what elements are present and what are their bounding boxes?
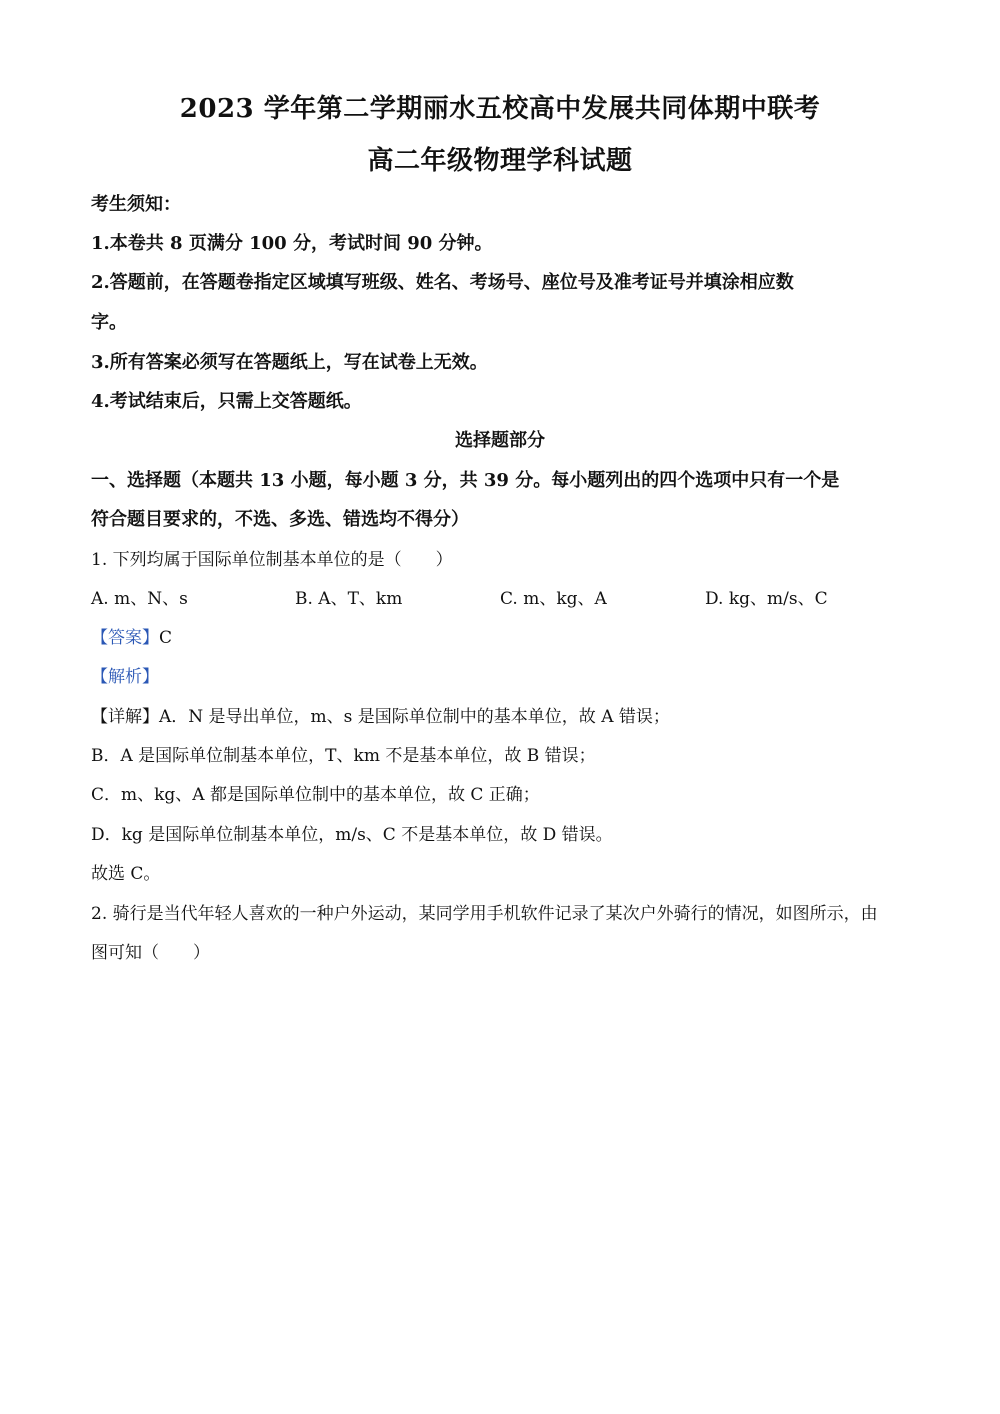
notice-item: 4.考试结束后，只需上交答题纸。 (91, 391, 362, 412)
analysis-tag: 【解析】 (91, 667, 159, 687)
conclusion-line: 故选 C。 (91, 864, 161, 884)
notice-item: 3.所有答案必须写在答题纸上，写在试卷上无效。 (91, 352, 488, 373)
question-1-option-b: B. A、T、km (295, 589, 403, 609)
exam-title: 2023 学年第二学期丽水五校高中发展共同体期中联考 (179, 94, 821, 124)
detail-text: A．N 是导出单位，m、s 是国际单位制中的基本单位，故 A 错误； (159, 707, 670, 727)
answer-tag: 【答案】 (91, 628, 159, 648)
detail-line (91, 702, 670, 727)
answer-value: C (159, 628, 173, 648)
notice-item: 字。 (91, 312, 127, 333)
question-1-option-d: D. kg、m/s、C (705, 589, 828, 609)
detail-line: B．A 是国际单位制基本单位，T、km 不是基本单位，故 B 错误； (91, 746, 596, 766)
analysis-line (91, 662, 159, 687)
section-title: 选择题部分 (455, 430, 545, 451)
detail-line: C．m、kg、A 都是国际单位制中的基本单位，故 C 正确； (91, 785, 540, 805)
question-1-stem: 1. 下列均属于国际单位制基本单位的是（ ） (91, 550, 453, 570)
question-2-stem: 2. 骑行是当代年轻人喜欢的一种户外运动，某同学用手机软件记录了某次户外骑行的情况，如图所示，由 (91, 904, 878, 924)
section-instruction: 一、选择题（本题共 13 小题，每小题 3 分，共 39 分。每小题列出的四个选项中只有一个是 (91, 470, 840, 491)
section-instruction: 符合题目要求的，不选、多选、错选均不得分） (91, 509, 469, 530)
notice-item: 1.本卷共 8 页满分 100 分，考试时间 90 分钟。 (91, 233, 493, 254)
exam-subtitle: 高二年级物理学科试题 (367, 146, 633, 176)
question-1-option-a: A. m、N、s (91, 589, 188, 609)
question-1-option-c: C. m、kg、A (500, 589, 607, 609)
notice-item: 2.答题前，在答题卷指定区域填写班级、姓名、考场号、座位号及准考证号并填涂相应数 (91, 272, 794, 293)
question-2-stem-cont: 图可知（ ） (91, 943, 210, 963)
detail-tag: 【详解】 (91, 707, 159, 727)
notice-heading: 考生须知： (91, 194, 181, 215)
answer-line (91, 623, 172, 648)
detail-line: D．kg 是国际单位制基本单位，m/s、C 不是基本单位，故 D 错误。 (91, 825, 613, 845)
